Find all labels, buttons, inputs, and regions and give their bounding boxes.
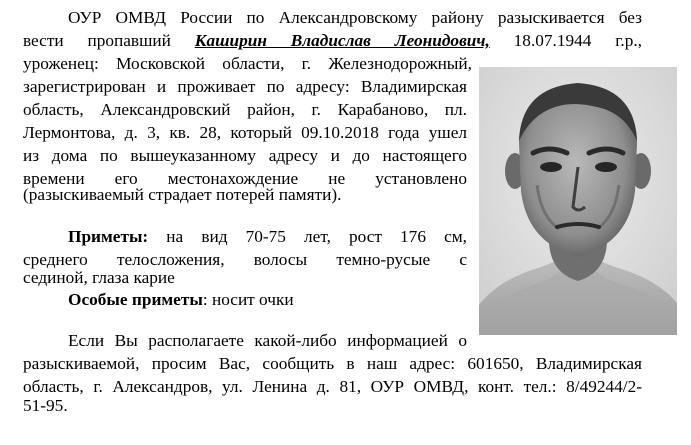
intro-line-7: из дома по вышеуказанному адресу и до настоящего (23, 146, 467, 165)
intro-line-6: Лермонтова, д. 3, кв. 28, который 09.10.2018 года ушел (23, 123, 467, 142)
signs-text: на вид 70-75 лет, рост 176 см, (166, 227, 467, 246)
intro-line-8: времени его местонахождение не установлено (23, 169, 467, 188)
contact-line-3: область, г. Александров, ул. Ленина д. 81, ОУР ОМВД, конт. тел.: 8/49244/2- (23, 377, 642, 396)
contact-line-4: 51-95. (23, 396, 68, 415)
signs-label: Приметы: (68, 227, 149, 246)
contact-line-1: Если Вы располагаете какой-либо информацией о (68, 331, 467, 350)
intro-prefix: вести пропавший (23, 31, 171, 50)
intro-line-1: ОУР ОМВД России по Александровскому району разыскивается без (68, 8, 642, 27)
birth-date: 18.07.1944 г.р., (513, 31, 642, 50)
special-signs-line (68, 290, 294, 310)
missing-person-name: Каширин Владислав Леонидович, (194, 31, 490, 50)
special-signs-label: Особые приметы (68, 290, 203, 309)
intro-line-9: (разыскиваемый страдает потерей памяти). (23, 185, 342, 204)
signs-line-1 (68, 227, 467, 247)
intro-line-5: область, Александровский район, г. Карабаново, пл. (23, 100, 467, 119)
intro-line-3: уроженец: Московской области, г. Железнодорожный, (23, 54, 472, 73)
person-portrait-photo (479, 67, 677, 335)
contact-line-2: разыскиваемой, просим Вас, сообщить в наш адрес: 601650, Владимирская (23, 354, 642, 373)
special-signs-text: : носит очки (202, 290, 294, 309)
intro-line-4: зарегистрирован и проживает по адресу: Владимирская (23, 77, 467, 96)
signs-line-3: сединой, глаза карие (23, 268, 175, 287)
intro-line-2 (23, 31, 642, 51)
person-portrait-icon (479, 67, 677, 335)
signs-line-2: среднего телосложения, волосы темно-русые с (23, 250, 467, 269)
